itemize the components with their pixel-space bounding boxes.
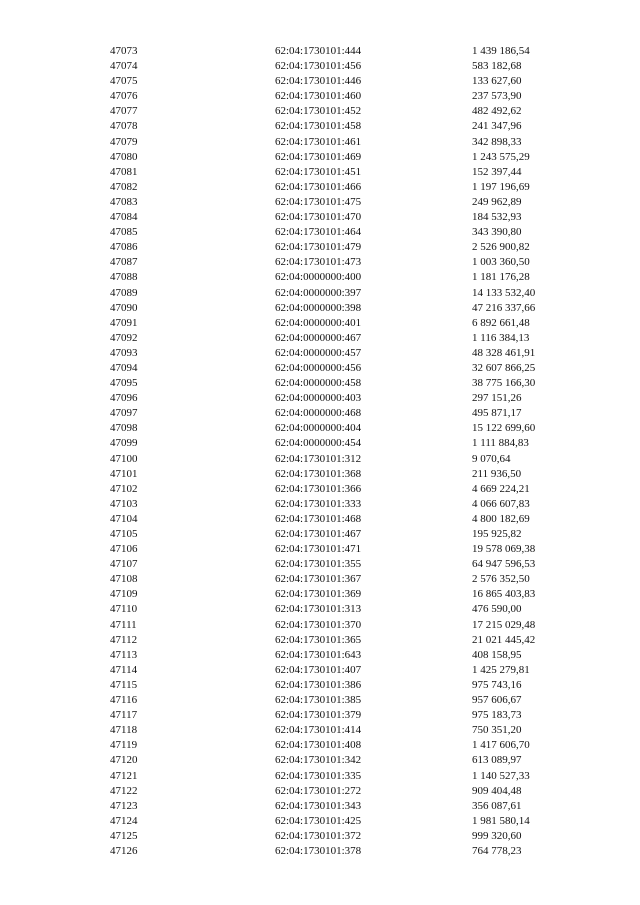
value-amount: 343 390,80 [472,226,522,239]
value-amount: 1 111 884,83 [472,437,529,450]
value-amount: 297 151,26 [472,392,522,405]
row-number: 47102 [110,482,138,495]
table-row [0,210,640,225]
cadastral-number: 62:04:1730101:408 [275,739,362,752]
table-row [0,346,640,361]
table-row [0,648,640,663]
row-number: 47089 [110,286,138,299]
row-number: 47078 [110,120,138,133]
table-row [0,361,640,376]
value-amount: 1 140 527,33 [472,769,530,782]
table-row [0,633,640,648]
row-number: 47084 [110,211,138,224]
table-row [0,74,640,89]
value-amount: 211 936,50 [472,467,522,480]
table-row [0,799,640,814]
value-amount: 583 182,68 [472,60,522,73]
row-number: 47108 [110,573,138,586]
row-number: 47080 [110,150,138,163]
row-number: 47100 [110,452,138,465]
row-number: 47094 [110,361,138,374]
value-amount: 237 573,90 [472,90,522,103]
row-number: 47083 [110,195,138,208]
value-amount: 4 800 182,69 [472,512,530,525]
row-number: 47121 [110,769,138,782]
table-row [0,376,640,391]
value-amount: 9 070,64 [472,452,511,465]
table-row [0,135,640,150]
table-row [0,769,640,784]
table-row [0,119,640,134]
value-amount: 6 892 661,48 [472,316,530,329]
table-row [0,180,640,195]
table-row [0,195,640,210]
cadastral-number: 62:04:0000000:457 [275,346,362,359]
table-row [0,829,640,844]
value-amount: 17 215 029,48 [472,618,536,631]
value-amount: 495 871,17 [472,407,522,420]
cadastral-number: 62:04:0000000:454 [275,437,362,450]
row-number: 47099 [110,437,138,450]
cadastral-number: 62:04:1730101:343 [275,799,362,812]
table-row [0,301,640,316]
cadastral-number: 62:04:1730101:312 [275,452,362,465]
cadastral-number: 62:04:0000000:456 [275,361,362,374]
cadastral-number: 62:04:1730101:368 [275,467,362,480]
table-row [0,618,640,633]
table-row [0,286,640,301]
cadastral-number: 62:04:1730101:643 [275,648,362,661]
cadastral-number: 62:04:1730101:469 [275,150,362,163]
cadastral-number: 62:04:0000000:458 [275,377,362,390]
table-row [0,44,640,59]
cadastral-number: 62:04:1730101:355 [275,558,362,571]
value-amount: 14 133 532,40 [472,286,536,299]
value-amount: 38 775 166,30 [472,377,536,390]
value-amount: 47 216 337,66 [472,301,536,314]
row-number: 47126 [110,844,138,857]
row-number: 47111 [110,618,137,631]
cadastral-number: 62:04:0000000:403 [275,392,362,405]
row-number: 47116 [110,694,138,707]
row-number: 47076 [110,90,138,103]
cadastral-number: 62:04:1730101:444 [275,45,362,57]
value-amount: 16 865 403,83 [472,588,536,601]
cadastral-number: 62:04:1730101:452 [275,105,362,118]
row-number: 47112 [110,633,138,646]
value-amount: 482 492,62 [472,105,522,118]
value-amount: 342 898,33 [472,135,522,148]
row-number: 47093 [110,346,138,359]
row-number: 47073 [110,45,138,57]
cadastral-number: 62:04:1730101:370 [275,618,362,631]
row-number: 47117 [110,709,138,722]
row-number: 47098 [110,422,138,435]
row-number: 47088 [110,271,138,284]
table-row [0,150,640,165]
cadastral-number: 62:04:1730101:460 [275,90,362,103]
value-amount: 184 532,93 [472,211,522,224]
cadastral-number: 62:04:0000000:468 [275,407,362,420]
value-amount: 957 606,67 [472,694,522,707]
cadastral-number: 62:04:1730101:386 [275,678,362,691]
value-amount: 4 669 224,21 [472,482,530,495]
row-number: 47118 [110,724,138,737]
table-row [0,844,640,859]
cadastral-number: 62:04:1730101:367 [275,573,362,586]
cadastral-number: 62:04:0000000:400 [275,271,362,284]
data-table [0,44,640,859]
cadastral-number: 62:04:1730101:479 [275,241,362,254]
cadastral-number: 62:04:1730101:379 [275,709,362,722]
cadastral-number: 62:04:1730101:365 [275,633,362,646]
value-amount: 32 607 866,25 [472,361,536,374]
cadastral-number: 62:04:1730101:407 [275,663,362,676]
table-row [0,497,640,512]
table-row [0,270,640,285]
value-amount: 975 743,16 [472,678,522,691]
value-amount: 21 021 445,42 [472,633,536,646]
table-row [0,165,640,180]
row-number: 47120 [110,754,138,767]
table-row [0,542,640,557]
cadastral-number: 62:04:1730101:461 [275,135,362,148]
value-amount: 613 089,97 [472,754,522,767]
cadastral-number: 62:04:1730101:470 [275,211,362,224]
value-amount: 999 320,60 [472,829,522,842]
table-row [0,225,640,240]
cadastral-number: 62:04:0000000:404 [275,422,362,435]
value-amount: 133 627,60 [472,75,522,88]
row-number: 47077 [110,105,138,118]
cadastral-number: 62:04:1730101:456 [275,60,362,73]
value-amount: 408 158,95 [472,648,522,661]
row-number: 47122 [110,784,138,797]
value-amount: 1 003 360,50 [472,256,530,269]
table-row [0,693,640,708]
table-row [0,316,640,331]
table-row [0,602,640,617]
value-amount: 750 351,20 [472,724,522,737]
row-number: 47085 [110,226,138,239]
table-row [0,814,640,829]
value-amount: 2 526 900,82 [472,241,530,254]
row-number: 47086 [110,241,138,254]
table-row [0,708,640,723]
table-row [0,572,640,587]
cadastral-number: 62:04:1730101:366 [275,482,362,495]
cadastral-number: 62:04:1730101:425 [275,814,362,827]
row-number: 47082 [110,180,138,193]
cadastral-number: 62:04:1730101:446 [275,75,362,88]
row-number: 47101 [110,467,138,480]
row-number: 47104 [110,512,138,525]
value-amount: 249 962,89 [472,195,522,208]
cadastral-number: 62:04:1730101:333 [275,497,362,510]
row-number: 47110 [110,603,138,616]
row-number: 47096 [110,392,138,405]
value-amount: 152 397,44 [472,165,522,178]
row-number: 47106 [110,543,138,556]
table-row [0,512,640,527]
value-amount: 1 439 186,54 [472,45,530,57]
cadastral-number: 62:04:1730101:451 [275,165,362,178]
row-number: 47074 [110,60,138,73]
table-row [0,436,640,451]
row-number: 47115 [110,678,138,691]
cadastral-number: 62:04:1730101:464 [275,226,362,239]
row-number: 47109 [110,588,138,601]
table-row [0,753,640,768]
cadastral-number: 62:04:1730101:458 [275,120,362,133]
cadastral-number: 62:04:1730101:385 [275,694,362,707]
table-row [0,391,640,406]
row-number: 47103 [110,497,138,510]
row-number: 47113 [110,648,138,661]
value-amount: 476 590,00 [472,603,522,616]
cadastral-number: 62:04:1730101:372 [275,829,362,842]
row-number: 47107 [110,558,138,571]
cadastral-number: 62:04:1730101:342 [275,754,362,767]
value-amount: 195 925,82 [472,528,522,540]
value-amount: 19 578 069,38 [472,543,536,556]
table-row [0,59,640,74]
cadastral-number: 62:04:1730101:369 [275,588,362,601]
value-amount: 241 347,96 [472,120,522,133]
row-number: 47114 [110,663,138,676]
value-amount: 909 404,48 [472,784,522,797]
table-row [0,663,640,678]
table-row [0,678,640,693]
row-number: 47125 [110,829,138,842]
value-amount: 1 425 279,81 [472,663,530,676]
value-amount: 1 181 176,28 [472,271,530,284]
table-row [0,452,640,467]
value-amount: 4 066 607,83 [472,497,530,510]
row-number: 47124 [110,814,138,827]
value-amount: 1 981 580,14 [472,814,530,827]
cadastral-number: 62:04:1730101:335 [275,769,362,782]
value-amount: 764 778,23 [472,844,522,857]
cadastral-number: 62:04:1730101:473 [275,256,362,269]
row-number: 47095 [110,377,138,390]
value-amount: 356 087,61 [472,799,522,812]
value-amount: 2 576 352,50 [472,573,530,586]
table-row [0,723,640,738]
value-amount: 48 328 461,91 [472,346,536,359]
row-number: 47092 [110,331,138,344]
cadastral-number: 62:04:0000000:467 [275,331,362,344]
table-row [0,421,640,436]
table-row [0,482,640,497]
table-row [0,784,640,799]
cadastral-number: 62:04:1730101:468 [275,512,362,525]
cadastral-number: 62:04:0000000:401 [275,316,362,329]
cadastral-number: 62:04:1730101:475 [275,195,362,208]
cadastral-number: 62:04:1730101:471 [275,543,362,556]
row-number: 47079 [110,135,138,148]
table-row [0,255,640,270]
value-amount: 1 197 196,69 [472,180,530,193]
row-number: 47119 [110,739,138,752]
cadastral-number: 62:04:1730101:467 [275,528,362,540]
row-number: 47090 [110,301,138,314]
value-amount: 975 183,73 [472,709,522,722]
table-row [0,527,640,542]
table-row [0,467,640,482]
cadastral-number: 62:04:1730101:313 [275,603,362,616]
table-row [0,240,640,255]
row-number: 47097 [110,407,138,420]
table-row [0,587,640,602]
value-amount: 1 417 606,70 [472,739,530,752]
row-number: 47091 [110,316,138,329]
row-number: 47075 [110,75,138,88]
row-number: 47123 [110,799,138,812]
row-number: 47105 [110,528,138,540]
cadastral-number: 62:04:0000000:397 [275,286,362,299]
table-row [0,557,640,572]
value-amount: 1 116 384,13 [472,331,530,344]
cadastral-number: 62:04:0000000:398 [275,301,362,314]
table-row [0,738,640,753]
cadastral-number: 62:04:1730101:414 [275,724,362,737]
table-row [0,89,640,104]
value-amount: 1 243 575,29 [472,150,530,163]
cadastral-number: 62:04:1730101:378 [275,844,362,857]
cadastral-number: 62:04:1730101:466 [275,180,362,193]
row-number: 47087 [110,256,138,269]
table-row [0,331,640,346]
row-number: 47081 [110,165,138,178]
cadastral-number: 62:04:1730101:272 [275,784,362,797]
table-row [0,406,640,421]
value-amount: 15 122 699,60 [472,422,536,435]
value-amount: 64 947 596,53 [472,558,536,571]
table-row [0,104,640,119]
